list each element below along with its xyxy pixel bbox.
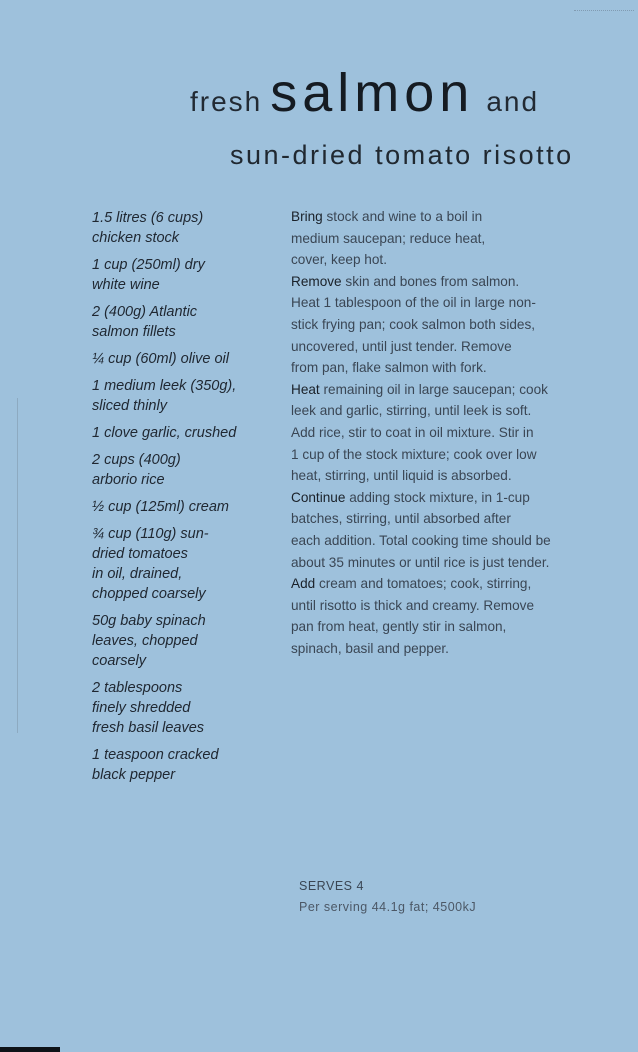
step-lead-word: Continue bbox=[291, 489, 346, 505]
step-text: cream and tomatoes; cook, stirring, until risotto is thick and creamy. Remove pan from heat, gently stir in salmon, spinach, basil and pepper. bbox=[291, 576, 535, 656]
ingredient-item: 2 cups (400g) arborio rice bbox=[92, 452, 181, 488]
title-prefix: fresh bbox=[190, 86, 263, 117]
title-suffix: and bbox=[486, 86, 540, 117]
step-lead-word: Add bbox=[291, 576, 316, 592]
ingredient-item: ¼ cup (60ml) olive oil bbox=[92, 351, 229, 367]
method-step bbox=[291, 379, 636, 487]
step-lead-word: Heat bbox=[291, 381, 320, 397]
scan-corner-shadow bbox=[0, 1047, 60, 1052]
ingredient-item: 50g baby spinach leaves, chopped coarsely bbox=[92, 613, 206, 669]
per-serving-info: Per serving 44.1g fat; 4500kJ bbox=[299, 900, 477, 914]
ingredient-item: 1 cup (250ml) dry white wine bbox=[92, 257, 205, 293]
page-edge-dots bbox=[574, 10, 634, 11]
ingredient-item: ½ cup (125ml) cream bbox=[92, 499, 229, 515]
ingredient-item: 1.5 litres (6 cups) chicken stock bbox=[92, 210, 204, 246]
ingredient-item: 1 teaspoon cracked black pepper bbox=[92, 747, 219, 783]
ingredient-item: 2 (400g) Atlantic salmon fillets bbox=[92, 304, 198, 340]
method-step bbox=[291, 573, 636, 659]
step-text: skin and bones from salmon. Heat 1 tablespoon of the oil in large non- stick frying pan; cook salmon both sides, uncovered, until just tender. Remove from pan, flake salmon with fork. bbox=[291, 273, 536, 376]
ingredient-item: ¾ cup (110g) sun- dried tomatoes in oil, drained, chopped coarsely bbox=[92, 526, 209, 602]
recipe-title-line2: sun-dried tomato risotto bbox=[230, 140, 574, 170]
ingredient-item: 1 medium leek (350g), sliced thinly bbox=[92, 378, 237, 414]
title-main-word: salmon bbox=[270, 63, 475, 123]
method-step bbox=[291, 487, 636, 573]
step-text: remaining oil in large saucepan; cook leek and garlic, stirring, until leek is soft. Add rice, stir to coat in oil mixture. Stir in 1 cup of the stock mixture; cook over low heat, stirring, until liquid is absorbed. bbox=[291, 381, 548, 484]
ingredients-list bbox=[92, 208, 277, 792]
ingredient-item: 2 tablespoons finely shredded fresh basil leaves bbox=[92, 680, 205, 736]
step-text: stock and wine to a boil in medium saucepan; reduce heat, cover, keep hot. bbox=[291, 209, 486, 268]
method-step bbox=[291, 271, 636, 379]
step-lead-word: Bring bbox=[291, 209, 323, 224]
step-text: adding stock mixture, in 1-cup batches, stirring, until absorbed after each addition. Total cooking time should be about 35 minutes or until rice is just tender. bbox=[291, 489, 551, 570]
method-step bbox=[291, 206, 636, 271]
ingredient-item: 1 clove garlic, crushed bbox=[92, 425, 237, 441]
recipe-title-line1 bbox=[190, 62, 539, 124]
page-fold-line bbox=[17, 398, 18, 733]
serves-label: SERVES 4 bbox=[299, 879, 364, 893]
method-steps bbox=[291, 206, 636, 659]
step-lead-word: Remove bbox=[291, 273, 342, 289]
